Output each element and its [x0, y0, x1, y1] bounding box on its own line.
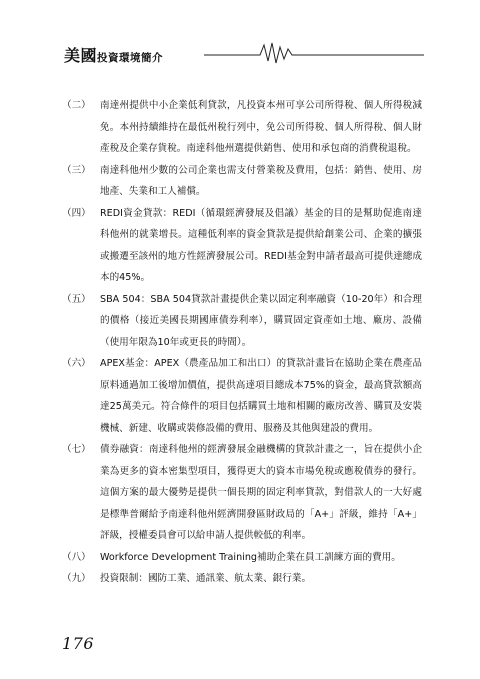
header-title-small: 投資環境簡介: [97, 52, 164, 64]
item-text: 投資限制：國防工業、通訊業、航太業、銀行業。: [100, 573, 312, 584]
header-title: [64, 43, 163, 66]
list-item: [62, 95, 422, 160]
item-text: REDI資金貸款：REDI（循環經濟發展及倡議）基金的目的是幫助促進南達科他州的就業增長。這種低利率的資金貸款是提供給創業公司、企業的擴張或搬遷至該州的地方性經濟發展公司。REDI基金對申請者最高可提供達總成本的45%。: [100, 207, 422, 283]
list-item: [62, 160, 422, 203]
running-header: [64, 39, 424, 65]
item-number: （八）: [62, 551, 91, 563]
main-content: [62, 95, 422, 590]
list-item: [62, 439, 422, 547]
header-wave-decoration: [204, 39, 424, 65]
list-item: [62, 289, 422, 354]
item-text: 債券融資：南達科他州的經濟發展金融機構的貸款計畫之一，旨在提供小企業為更多的資本密集型項目，獲得更大的資本市場免稅或應稅債券的發行。這個方案的最大優勢是提供一個長期的固定利率貸款，對借款人的一大好處是標準普爾給予南達科他州經濟開發區財政局的「A+」評級，維持「A+」評級，授權委員會可以給申請人提供較低的利率。: [100, 444, 422, 541]
item-text: SBA 504：SBA 504貸款計畫提供企業以固定利率融資（10-20年）和合理的價格（接近美國長期國庫債券利率），購買固定資產如土地、廠房、設備（使用年限為10年或更長的時間）。: [100, 293, 422, 348]
item-number: （二）: [62, 100, 91, 111]
item-text: 南達州提供中小企業低利貸款，凡投資本州可享公司所得稅、個人所得稅減免。本州持續維持在最低州稅行列中，免公司所得稅、個人所得稅、個人財產稅及企業存貨稅。南達科他州選提供銷售、使用和承包商的消費稅退稅。: [100, 100, 422, 154]
item-text: Workforce Development Training補助企業在員工訓練方面的費用。: [100, 551, 401, 563]
item-number: （五）: [62, 293, 91, 305]
item-text: APEX基金：APEX（農產品加工和出口）的貸款計畫旨在協助企業在農產品原料通過加工後增加價值，提供高達項目總成本75%的資金，最高貸款額高達25萬美元。符合條件的項目包括購買土地和相關的廠房改善、購買及安裝機械、新建、收購或裝修設備的費用、服務及其他與建設的費用。: [100, 358, 422, 434]
item-number: （三）: [62, 164, 91, 176]
item-number: （六）: [62, 358, 91, 369]
list-item: [62, 353, 422, 439]
page-number: 176: [62, 634, 95, 653]
list-item: [62, 203, 422, 289]
item-number: （四）: [62, 207, 91, 219]
list-item: [62, 568, 422, 590]
item-text: 南達科他州少數的公司企業也需支付營業稅及費用，包括：銷售、使用、房地產、失業和工人補償。: [100, 164, 422, 197]
header-title-big: 美國: [64, 46, 98, 65]
item-number: （七）: [62, 444, 91, 455]
list-item: [62, 547, 422, 569]
item-number: （九）: [62, 573, 91, 584]
